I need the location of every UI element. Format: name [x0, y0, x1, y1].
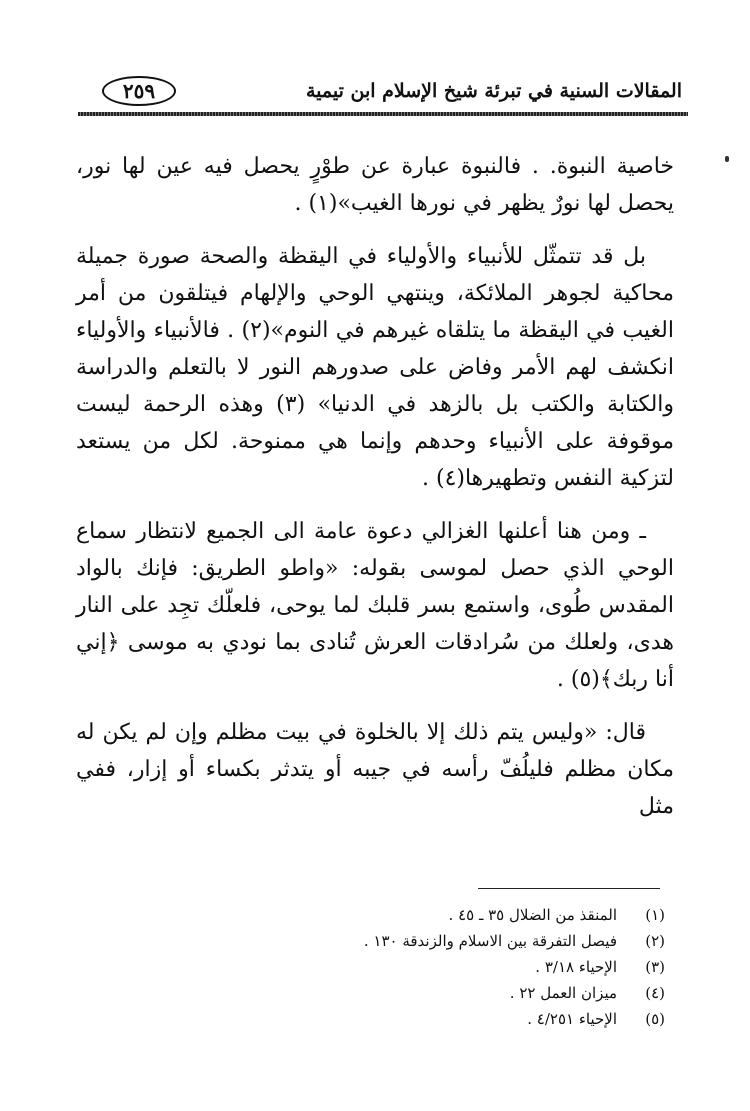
footnote-item — [200, 902, 665, 928]
footnote-separator — [478, 888, 660, 889]
paragraph-3: ـ ومن هنا أعلنها الغزالي دعوة عامة الى الجميع لانتظار سماع الوحي الذي حصل لموسى بقوله: «واطو الطريق: فإنك بالواد المقدس طُوى، واستمع بسر قلبك لما يوحى، فلعلّك تجِد على النار هدى، ولعلك من سُرادقات العرش تُنادى بما نودي به موسى ﴿إني أنا ربك﴾(٥) . — [76, 519, 674, 692]
footnote-text: الإحياء ٤/٢٥١ . — [527, 1010, 617, 1028]
paragraph-1: خاصية النبوة. . فالنبوة عبارة عن طوْرٍ يحصل فيه عين لها نور، يحصل لها نورٌ يظهر في نورها الغيب»(١) . — [76, 154, 674, 216]
footnote-item — [200, 980, 665, 1006]
main-text — [76, 148, 674, 841]
footnote-text: فيصل التفرقة بين الاسلام والزندقة ١٣٠ . — [363, 932, 617, 950]
footnote-text: ميزان العمل ٢٢ . — [509, 984, 617, 1002]
running-title: المقالات السنية في تبرئة شيخ الإسلام ابن تيمية — [305, 80, 682, 102]
paragraph-4: قال: «وليس يتم ذلك إلا بالخلوة في بيت مظلم وإن لم يكن له مكان مظلم فليلُفّ رأسه في جيبه أو يتدثر بكساء أو إزار، ففي مثل — [76, 720, 674, 819]
footnote-number: (٣) — [645, 958, 665, 976]
footnote-text: المنقذ من الضلال ٣٥ ـ ٤٥ . — [448, 906, 617, 924]
header-rule — [78, 112, 688, 116]
scan-mark — [725, 156, 729, 162]
footnote-number: (٤) — [645, 984, 665, 1002]
footnote-item — [200, 928, 665, 954]
footnote-item — [200, 1006, 665, 1032]
footnote-number: (١) — [645, 906, 665, 924]
footnote-text: الإحياء ٣/١٨ . — [535, 958, 617, 976]
footnote-number: (٥) — [645, 1010, 665, 1028]
page-header — [78, 70, 688, 118]
footnote-item — [200, 954, 665, 980]
paragraph-2: بل قد تتمثّل للأنبياء والأولياء في اليقظة والصحة صورة جميلة محاكية لجوهر الملائكة، وينتهي الوحي والإلهام فيتلقون من أمر الغيب في اليقظة ما يتلقاه غيرهم في النوم»(٢) . فالأنبياء والأولياء انكشف لهم الأمر وفاض على صدورهم النور لا بالتعلم والدراسة والكتابة والكتب بل بالزهد في الدنيا» (٣) وهذه الرحمة ليست موقوفة على الأنبياء وحدهم وإنما هي ممنوحة. لكل من يستعد لتزكية النفس وتطهيرها(٤) . — [76, 244, 675, 491]
footnotes — [200, 902, 665, 1032]
page-number: ٢٥٩ — [102, 76, 176, 106]
footnote-number: (٢) — [645, 932, 665, 950]
